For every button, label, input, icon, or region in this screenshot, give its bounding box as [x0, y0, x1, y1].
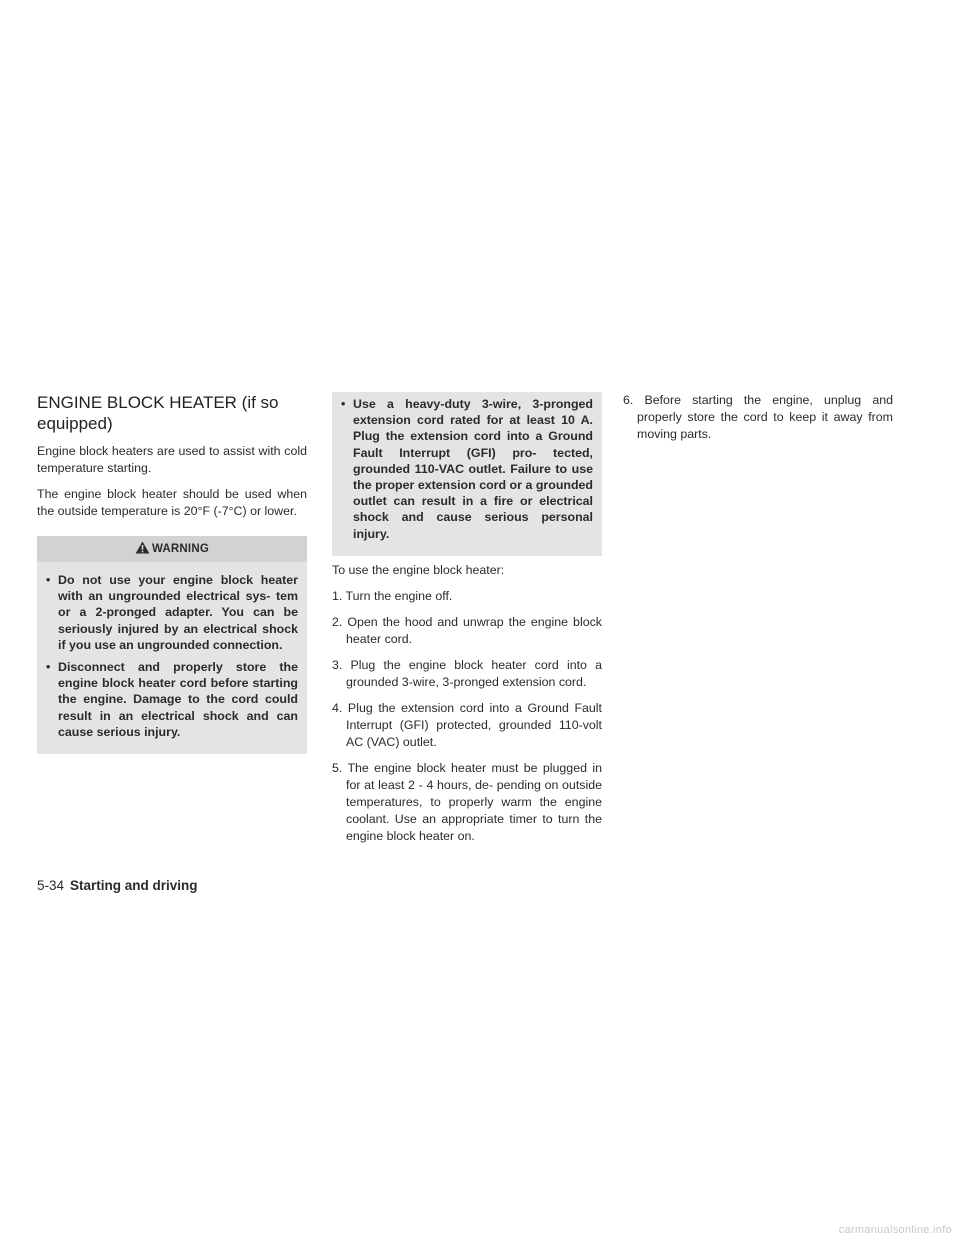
page-number: 5-34: [37, 878, 65, 893]
warning-triangle-icon: [135, 541, 150, 554]
footer-section-name: Starting and driving: [70, 878, 198, 893]
instruction-step: 2. Open the hood and unwrap the engine block heater cord.: [332, 614, 602, 646]
instruction-step: 3. Plug the engine block heater cord into a grounded 3-wire, 3-pronged extension cord.: [332, 657, 602, 689]
warning-item-text: Use a heavy-duty 3-wire, 3-pronged extension cord rated for at least 10 A. Plug the extension cord into a Ground Fault Interrupt (GFI) pro- tected, grounded 110-VAC outlet. Failure to use the proper extension cord or a grounded outlet can result in a fire or electrical shock and cause serious personal injury.: [353, 397, 593, 541]
warning-item: [341, 396, 593, 542]
column-left: [37, 392, 307, 754]
instruction-step: 4. Plug the extension cord into a Ground Fault Interrupt (GFI) protected, grounded 110-volt AC (VAC) outlet.: [332, 700, 602, 749]
warning-item: [46, 572, 298, 653]
warning-item-text: Disconnect and properly store the engine block heater cord before starting the engine. Damage to the cord could result in an electrical shock and can cause serious injury.: [58, 660, 298, 739]
instruction-step: 5. The engine block heater must be plugged in for at least 2 - 4 hours, de- pending on outside temperatures, to properly warm the engine coolant. Use an appropriate timer to turn the engine block heater on.: [332, 760, 602, 843]
warning-body: [37, 562, 307, 754]
bullet-dot: •: [46, 573, 51, 587]
warning-box-continued: [332, 392, 602, 556]
watermark: carmanualsonline.info: [838, 1224, 952, 1236]
warning-item: [46, 659, 298, 740]
warning-box: [37, 536, 307, 754]
instruction-step: 1. Turn the engine off.: [332, 588, 453, 603]
intro-paragraph-2: The engine block heater should be used when the outside temperature is 20°F (-7°C) or lower.: [37, 487, 307, 518]
bullet-dot: •: [341, 397, 346, 411]
bullet-dot: •: [46, 660, 51, 675]
section-title: ENGINE BLOCK HEATER (if so equipped): [37, 393, 279, 433]
warning-header: [37, 536, 307, 562]
instruction-step: 6. Before starting the engine, unplug and properly store the cord to keep it away from moving parts.: [623, 393, 893, 441]
warning-label: WARNING: [152, 543, 209, 555]
column-right: [623, 392, 893, 452]
instructions-lead: To use the engine block heater:: [332, 562, 505, 577]
page-footer: [37, 877, 198, 894]
column-middle: [332, 392, 602, 854]
warning-item-text: Do not use your engine block heater with an ungrounded electrical sys- tem or a 2-pronged adapter. You can be seriously injured by an electrical shock if you use an ungrounded connection.: [58, 573, 298, 652]
intro-paragraph-1: Engine block heaters are used to assist with cold temperature starting.: [37, 444, 307, 475]
